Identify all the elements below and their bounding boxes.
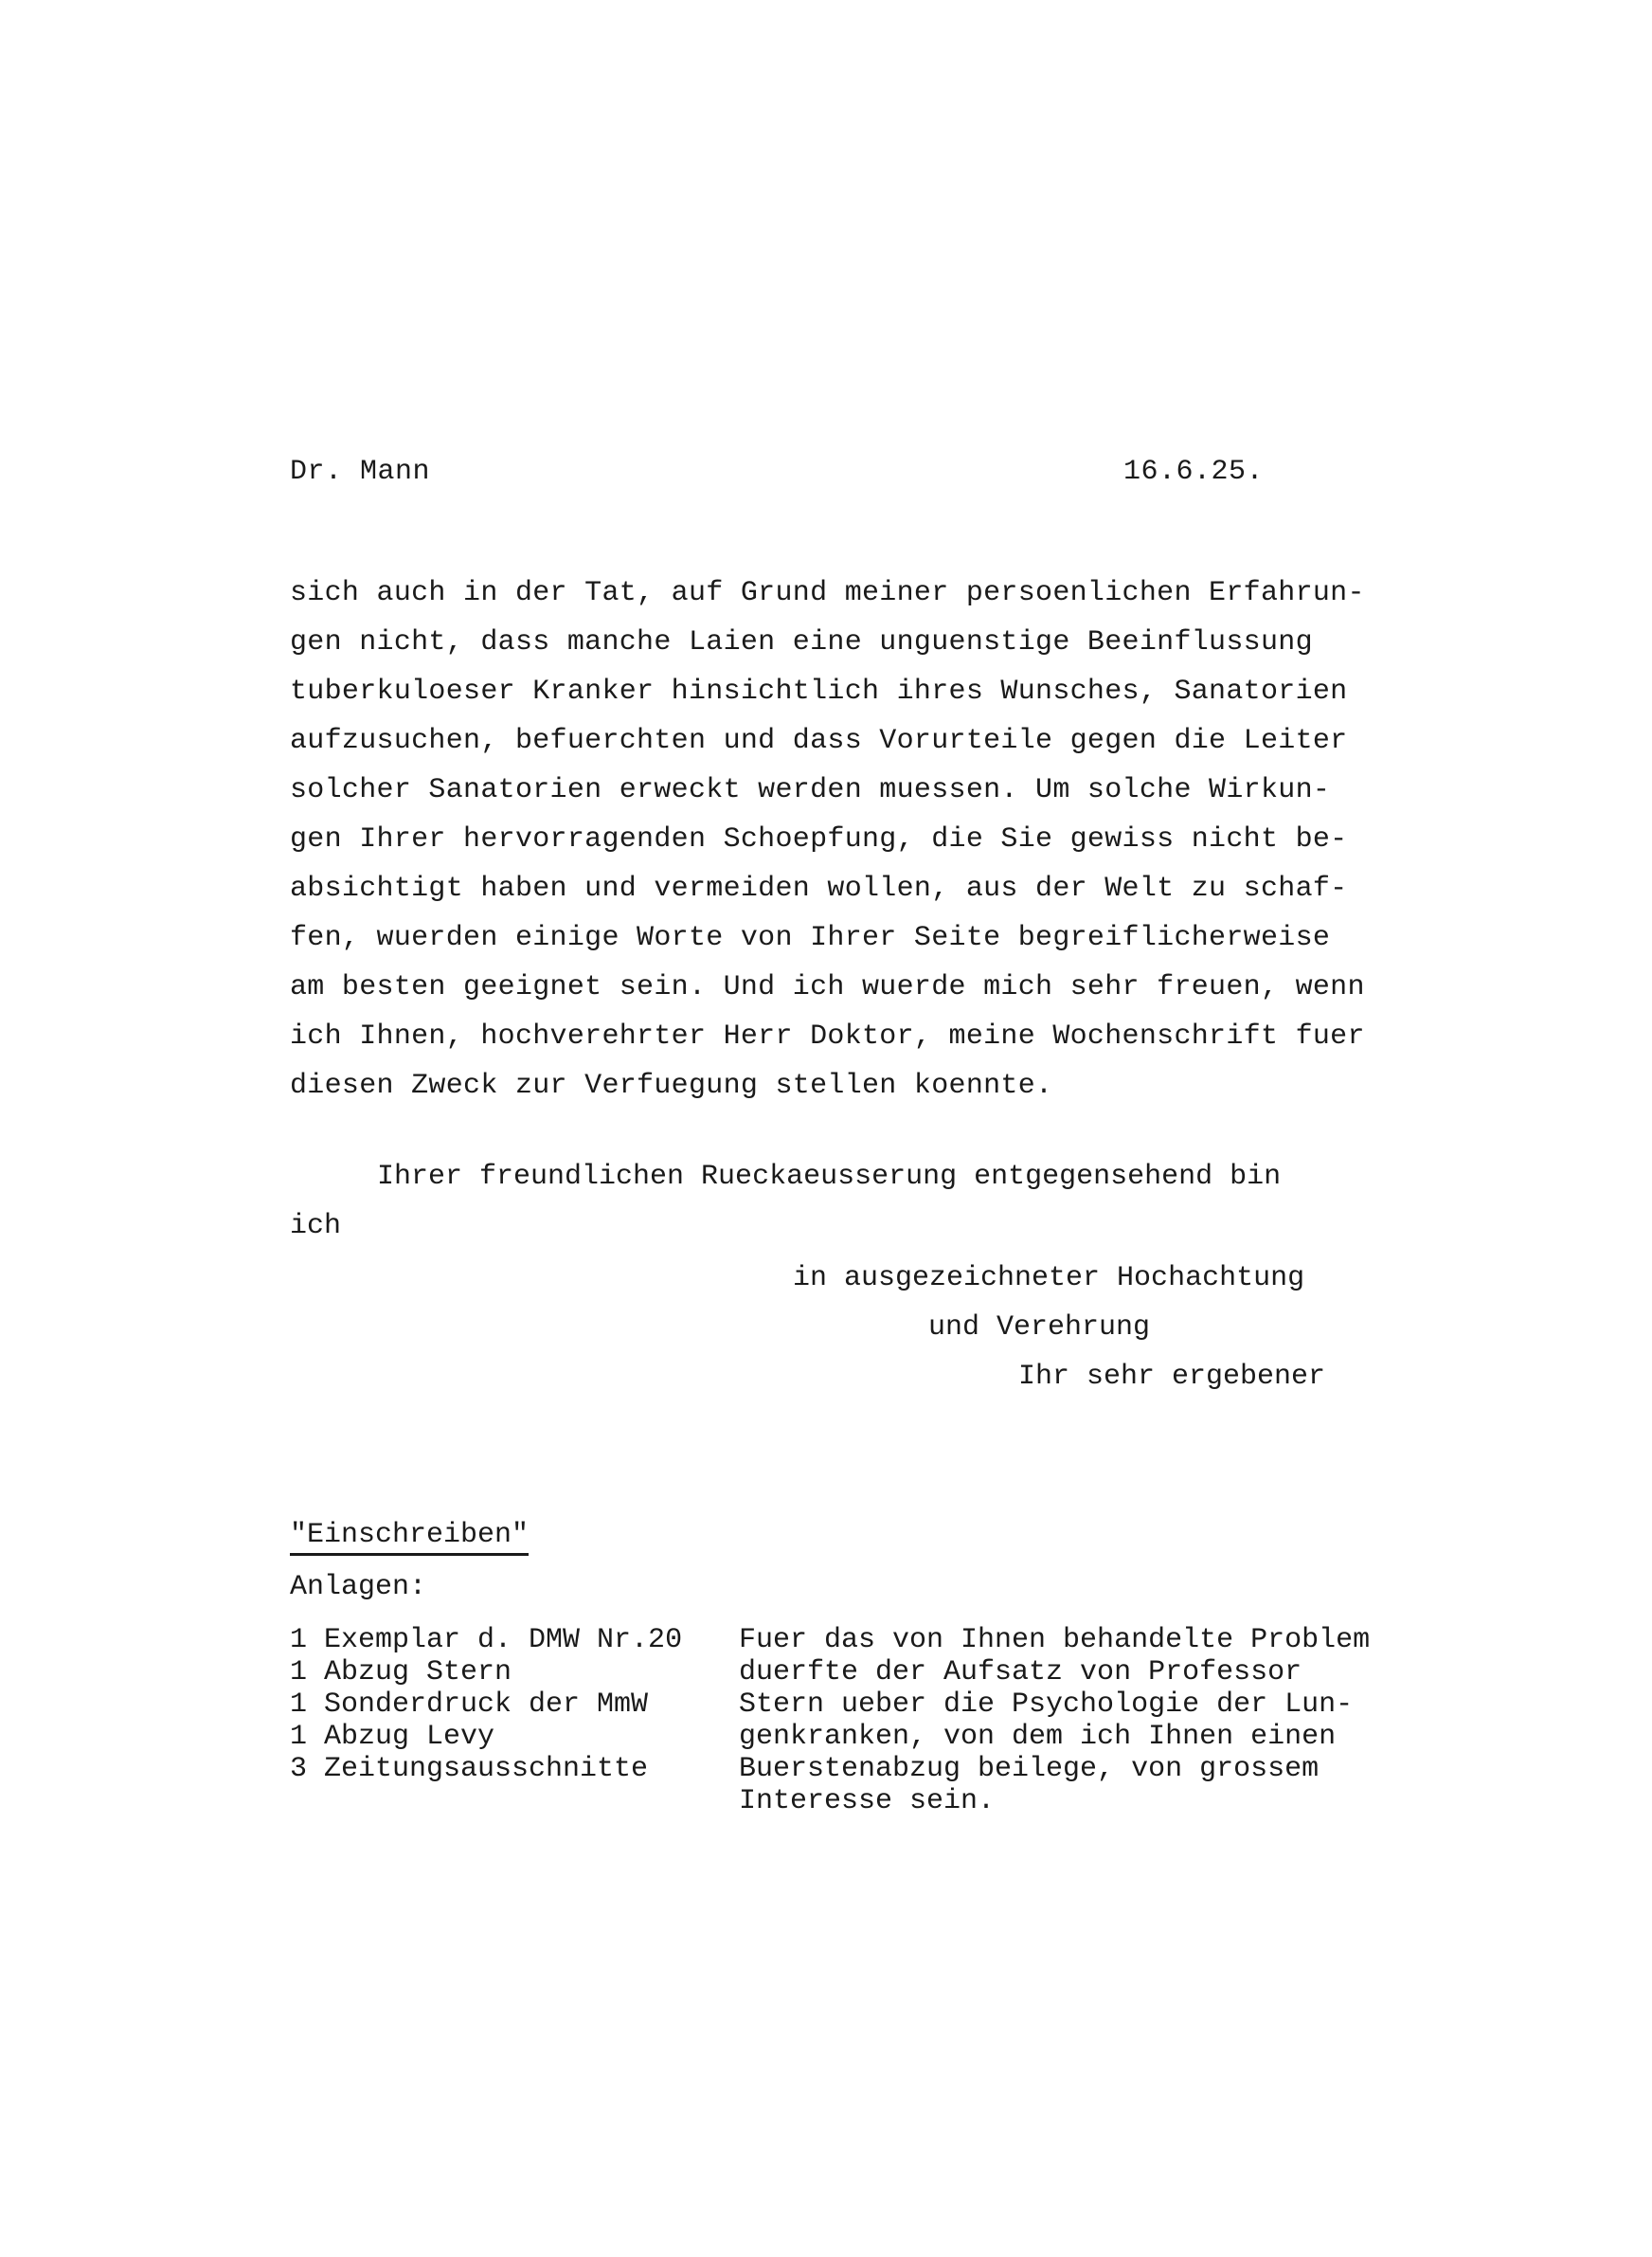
body-line: fen, wuerden einige Worte von Ihrer Seite begreiflicherweise: [290, 922, 1331, 954]
letter-body: [290, 569, 1427, 1110]
note-line: duerfte der Aufsatz von Professor: [739, 1656, 1302, 1688]
body-line: gen nicht, dass manche Laien eine unguenstige Beeinflussung: [290, 626, 1313, 659]
letter-date: 16.6.25.: [1123, 456, 1265, 488]
registered-mail-label: "Einschreiben": [290, 1519, 529, 1556]
valediction-line-1: in ausgezeichneter Hochachtung: [793, 1262, 1305, 1294]
note-line: Buerstenabzug beilege, von grossem: [739, 1753, 1320, 1785]
note-line: Interesse sein.: [739, 1785, 996, 1817]
body-line: gen Ihrer hervorragenden Schoepfung, die Sie gewiss nicht be-: [290, 823, 1348, 856]
note-line: genkranken, von dem ich Ihnen einen: [739, 1721, 1337, 1753]
enclosures-list: [290, 1624, 682, 1785]
body-line: solcher Sanatorien erweckt werden muessen. Um solche Wirkun-: [290, 774, 1331, 806]
note-line: Stern ueber die Psychologie der Lun-: [739, 1688, 1354, 1721]
note-line: Fuer das von Ihnen behandelte Problem: [739, 1624, 1371, 1656]
valediction-line-3: Ihr sehr ergebener: [1018, 1361, 1326, 1393]
body-line: tuberkuloeser Kranker hinsichtlich ihres Wunsches, Sanatorien: [290, 676, 1348, 708]
enclosures-label: Anlagen:: [290, 1571, 427, 1603]
enclosure-note: [739, 1624, 1370, 1817]
enclosure-item: 3 Zeitungsausschnitte: [290, 1753, 649, 1785]
enclosure-item: 1 Sonderdruck der MmW: [290, 1688, 649, 1721]
enclosure-item: 1 Abzug Stern: [290, 1656, 512, 1688]
enclosure-item: 1 Exemplar d. DMW Nr.20: [290, 1624, 683, 1656]
closing-sentence-end: ich: [290, 1210, 342, 1242]
closing-sentence: Ihrer freundlichen Rueckaeusserung entgegensehend bin: [377, 1161, 1282, 1193]
body-line: aufzusuchen, befuerchten und dass Vorurteile gegen die Leiter: [290, 725, 1348, 757]
recipient-name: Dr. Mann: [290, 456, 431, 488]
body-line: ich Ihnen, hochverehrter Herr Doktor, meine Wochenschrift fuer: [290, 1020, 1365, 1053]
valediction-line-2: und Verehrung: [928, 1311, 1151, 1344]
enclosure-item: 1 Abzug Levy: [290, 1721, 495, 1753]
body-line: absichtigt haben und vermeiden wollen, aus der Welt zu schaf-: [290, 873, 1348, 905]
body-line: diesen Zweck zur Verfuegung stellen koennte.: [290, 1070, 1053, 1102]
body-line: sich auch in der Tat, auf Grund meiner persoenlichen Erfahrun-: [290, 577, 1365, 609]
body-line: am besten geeignet sein. Und ich wuerde mich sehr freuen, wenn: [290, 971, 1365, 1003]
